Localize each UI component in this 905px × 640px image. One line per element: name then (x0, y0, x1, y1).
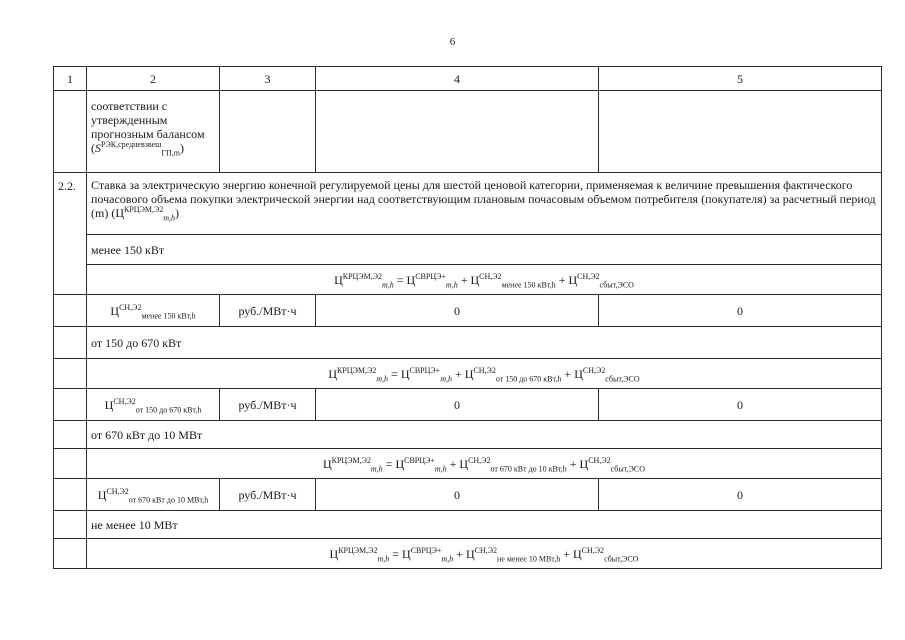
balance-symbol: $(S^{РЭК,средневзвеш}_{ГП,m})$ (91, 140, 184, 158)
page-number: 6 (449, 36, 456, 48)
group-label: не менее 10 МВт (87, 511, 882, 539)
param-unit: руб./МВт·ч (220, 389, 316, 421)
group-label-row (54, 511, 882, 539)
header-col-5: 5 (599, 67, 882, 91)
continuation-text: соответствии с утвержденным прогнозным балансом (91, 99, 205, 141)
param-unit: руб./МВт·ч (220, 479, 316, 511)
formula-row (54, 449, 882, 479)
formula: $Ц^{КРЦЭМ,Э2}_{m,h} = Ц^{СВРЦЭ+}_{m,h} + Ц^{СН,Э2}_{от 150 до 670 кВт,h} + Ц^{СН,Э2}_{сбыт,ЭСО}$ (87, 359, 882, 389)
param-symbol: $Ц^{СН,Э2}_{менее 150 кВт,h}$ (87, 295, 220, 327)
formula-row (54, 539, 882, 569)
param-symbol: $Ц^{СН,Э2}_{от 150 до 670 кВт,h}$ (87, 389, 220, 421)
param-row (54, 295, 882, 327)
param-row (54, 479, 882, 511)
header-col-2: 2 (87, 67, 220, 91)
section-title: Ставка за электрическую энергию конечной регулируемой цены для шестой ценовой категории, применяемая к величине превышения фактического почасового объема покупки электрической энергии над соответствующим плановым почасовым объемом потребителя (покупателя) за расчетный период (m) (91, 178, 876, 220)
section-title-row (54, 173, 882, 235)
section-title-cell (87, 173, 882, 235)
header-col-3: 3 (220, 67, 316, 91)
section-symbol: $(Ц^{КРЦЭМ,Э2}_{m,h})$ (111, 205, 180, 223)
param-value-5: 0 (599, 389, 882, 421)
param-value-4: 0 (316, 295, 599, 327)
group-label: от 150 до 670 кВт (87, 327, 882, 359)
group-label-row (54, 235, 882, 265)
section-number: 2.2. (54, 173, 87, 295)
param-value-5: 0 (599, 479, 882, 511)
group-label: менее 150 кВт (87, 235, 882, 265)
header-col-1: 1 (54, 67, 87, 91)
tariff-table (53, 66, 882, 569)
formula-row (54, 265, 882, 295)
formula: $Ц^{КРЦЭМ,Э2}_{m,h} = Ц^{СВРЦЭ+}_{m,h} + Ц^{СН,Э2}_{не менее 10 МВт,h} + Ц^{СН,Э2}_{сбыт,ЭСО}$ (87, 539, 882, 569)
group-label: от 670 кВт до 10 МВт (87, 421, 882, 449)
param-value-4: 0 (316, 389, 599, 421)
param-row (54, 389, 882, 421)
continuation-row (54, 91, 882, 173)
formula-row (54, 359, 882, 389)
group-label-row (54, 421, 882, 449)
param-value-4: 0 (316, 479, 599, 511)
formula: $Ц^{КРЦЭМ,Э2}_{m,h} = Ц^{СВРЦЭ+}_{m,h} + Ц^{СН,Э2}_{от 670 кВт до 10 кВт,h} + Ц^{СН,Э2}_{сбыт,ЭСО}$ (87, 449, 882, 479)
param-value-5: 0 (599, 295, 882, 327)
group-label-row (54, 327, 882, 359)
param-unit: руб./МВт·ч (220, 295, 316, 327)
param-symbol: $Ц^{СН,Э2}_{от 670 кВт до 10 МВт,h}$ (87, 479, 220, 511)
formula: $Ц^{КРЦЭМ,Э2}_{m,h} = Ц^{СВРЦЭ+}_{m,h} + Ц^{СН,Э2}_{менее 150 кВт,h} + Ц^{СН,Э2}_{сбыт,ЭСО}$ (87, 265, 882, 295)
continuation-cell (87, 91, 220, 173)
header-row (54, 67, 882, 91)
header-col-4: 4 (316, 67, 599, 91)
